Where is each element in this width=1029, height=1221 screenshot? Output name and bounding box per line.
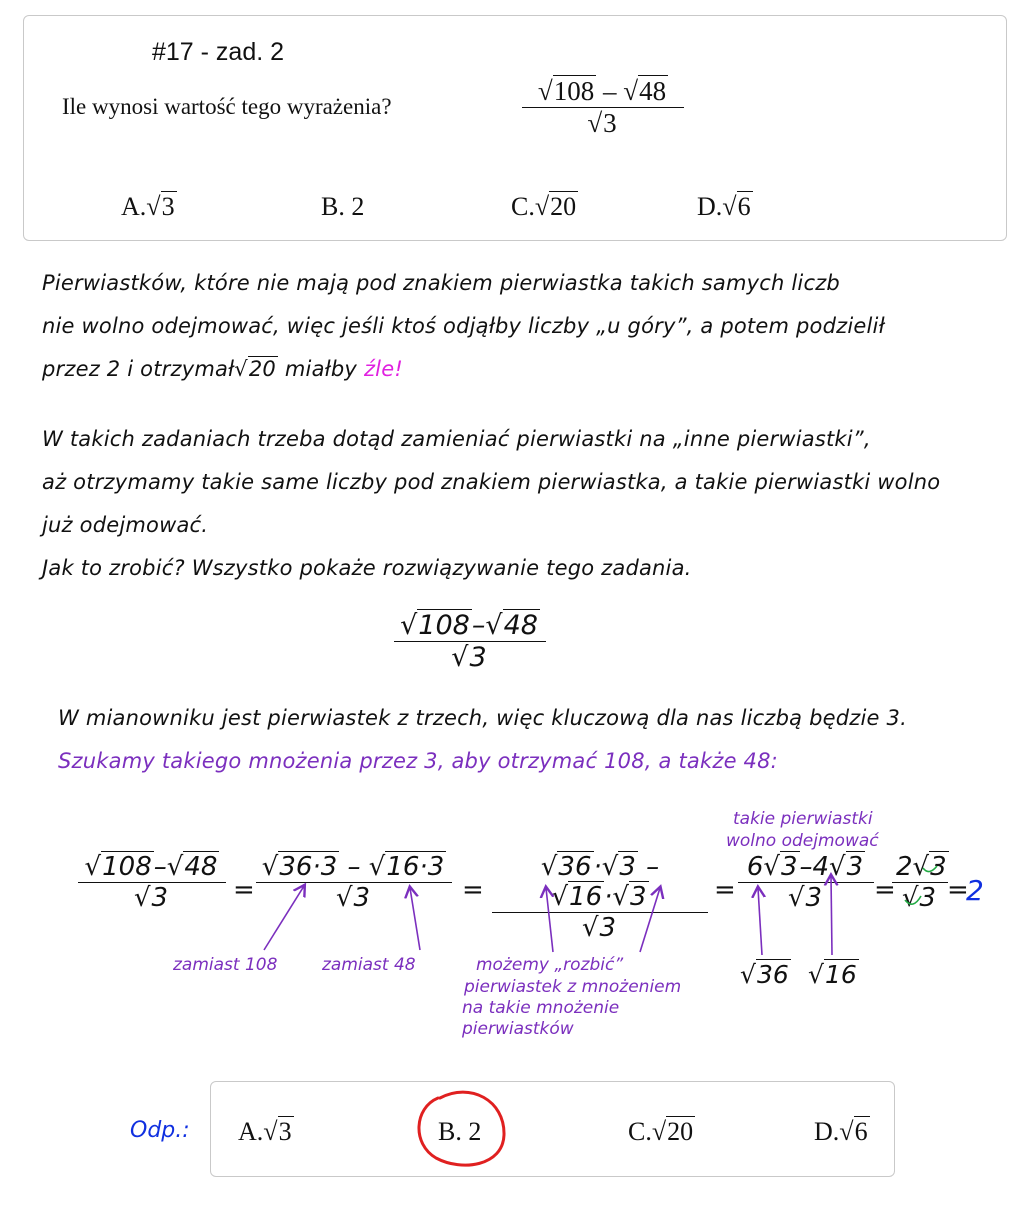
option-letter: A. — [238, 1117, 264, 1146]
explanation-text: przez 2 i otrzymał — [42, 357, 235, 381]
answer-option-d[interactable]: D.√6 — [814, 1117, 868, 1146]
radicand: 36 — [756, 960, 789, 989]
option-letter: B. — [438, 1117, 462, 1146]
expr-radicand-den: 3 — [603, 108, 617, 138]
radicand: 36 — [558, 852, 592, 882]
coefficient: 4 — [812, 852, 830, 882]
option-letter: C. — [628, 1117, 652, 1146]
coefficient: 2 — [896, 852, 913, 882]
option-value: 2 — [351, 192, 365, 221]
note-sqrt36: √36 — [740, 960, 789, 989]
wrong-label: źle! — [363, 357, 403, 381]
radicand: 3 — [919, 883, 937, 913]
option-radicand: 3 — [278, 1117, 292, 1146]
task-expression: √108 – √48 √3 — [522, 76, 684, 139]
radicand: 16·3 — [386, 852, 445, 882]
option-letter: C. — [511, 192, 535, 221]
step2-fraction: √36·3 – √16·3 √3 — [256, 852, 452, 913]
option-letter: D. — [814, 1117, 840, 1146]
explanation-p2-line2: aż otrzymamy takie same liczby pod znakiem pierwiastka, a takie pierwiastki wolno — [42, 470, 941, 494]
note-instead-108: zamiast 108 — [173, 955, 278, 975]
task-question: Ile wynosi wartość tego wyrażenia? — [62, 94, 392, 119]
explanation-p2-line4: Jak to zrobić? Wszystko pokaże rozwiązywanie tego zadania. — [42, 556, 692, 580]
explanation-p3-line1: W mianowniku jest pierwiastek z trzech, więc kluczową dla nas liczbą będzie 3. — [58, 706, 907, 730]
explanation-p2-line3: już odejmować. — [42, 513, 209, 537]
step4-fraction: 6√3–4√3 √3 — [738, 852, 874, 913]
radicand: 108 — [102, 852, 152, 882]
note-sqrt16: √16 — [808, 960, 857, 989]
minus-sign: – — [347, 852, 361, 882]
answer-option-a[interactable]: A.√3 — [238, 1117, 292, 1146]
radicand: 16 — [569, 882, 603, 912]
step1-fraction: √108–√48 √3 — [78, 852, 226, 913]
minus-sign: – — [799, 852, 813, 882]
explanation-p1-line3: przez 2 i otrzymał√20 miałby źle! — [42, 357, 403, 381]
radicand: 48 — [503, 610, 538, 641]
option-d[interactable]: D.√6 — [697, 192, 751, 221]
task-title: #17 - zad. 2 — [152, 38, 285, 66]
option-letter: D. — [697, 192, 723, 221]
radicand: 108 — [418, 610, 470, 641]
option-letter: A. — [121, 192, 147, 221]
radicand: 3 — [469, 642, 487, 673]
radicand: 36·3 — [279, 852, 338, 882]
radicand: 16 — [824, 960, 857, 989]
note-split-line2: pierwiastek z mnożeniem — [464, 977, 682, 997]
equals-2: = — [462, 875, 484, 905]
note-subtract-line1: takie pierwiastki — [733, 809, 873, 829]
step3-fraction: √36·√3 – √16·√3 √3 — [492, 852, 708, 943]
option-radicand: 3 — [161, 192, 175, 221]
answer-option-c[interactable]: C.√20 — [628, 1117, 694, 1146]
expr-radicand-a: 108 — [553, 76, 595, 106]
radicand: 3 — [619, 852, 636, 882]
explanation-text: miałby — [284, 357, 358, 381]
note-split-line3: na takie mnożenie — [462, 998, 620, 1018]
explanation-p1-line2: nie wolno odejmować, więc jeśli ktoś odjąłby liczby „u góry”, a potem podzielił — [42, 314, 885, 338]
equals-1: = — [233, 875, 255, 905]
option-value: 2 — [468, 1117, 482, 1146]
radicand: 3 — [151, 883, 169, 913]
option-radicand: 20 — [667, 1117, 694, 1146]
option-radicand: 6 — [854, 1117, 868, 1146]
radicand: 3 — [846, 852, 864, 882]
expr-radicand-b: 48 — [639, 76, 667, 106]
note-split-line4: pierwiastków — [462, 1019, 574, 1039]
radicand: 3 — [629, 882, 647, 912]
minus-sign: – — [471, 610, 486, 641]
explanation-p3-line2: Szukamy takiego mnożenia przez 3, aby otrzymać 108, a także 48: — [58, 749, 778, 773]
explanation-p1-line1: Pierwiastków, które nie mają pod znakiem pierwiastka takich samych liczb — [42, 271, 840, 295]
option-a[interactable]: A.√3 — [121, 192, 175, 221]
equals-3: = — [714, 875, 736, 905]
answer-label: Odp.: — [130, 1118, 190, 1143]
note-instead-48: zamiast 48 — [322, 955, 416, 975]
center-expression: √108–√48 √3 — [394, 610, 546, 673]
radicand: 3 — [805, 883, 823, 913]
minus-sign: – — [153, 852, 167, 882]
radicand: 3 — [930, 852, 947, 882]
radicand: 3 — [780, 852, 798, 882]
option-letter: B. — [321, 192, 345, 221]
option-c[interactable]: C.√20 — [511, 192, 577, 221]
option-radicand: 20 — [550, 192, 577, 221]
note-subtract-line2: wolno odejmować — [726, 831, 879, 851]
radicand: 48 — [184, 852, 218, 882]
coefficient: 6 — [746, 852, 764, 882]
radicand: 3 — [353, 883, 371, 913]
minus-sign: – — [646, 852, 660, 882]
option-radicand: 6 — [737, 192, 751, 221]
final-result: 2 — [966, 874, 984, 907]
radicand: 3 — [599, 913, 617, 943]
step5-fraction: 2√3 √3 — [892, 852, 948, 913]
expr-minus: – — [603, 76, 617, 106]
equals-5: = — [947, 875, 969, 905]
equals-4: = — [874, 875, 896, 905]
note-split-line1: możemy „rozbić” — [476, 955, 624, 975]
explanation-p2-line1: W takich zadaniach trzeba dotąd zamieniać pierwiastki na „inne pierwiastki”, — [42, 427, 871, 451]
explanation-radicand: 20 — [248, 357, 276, 381]
